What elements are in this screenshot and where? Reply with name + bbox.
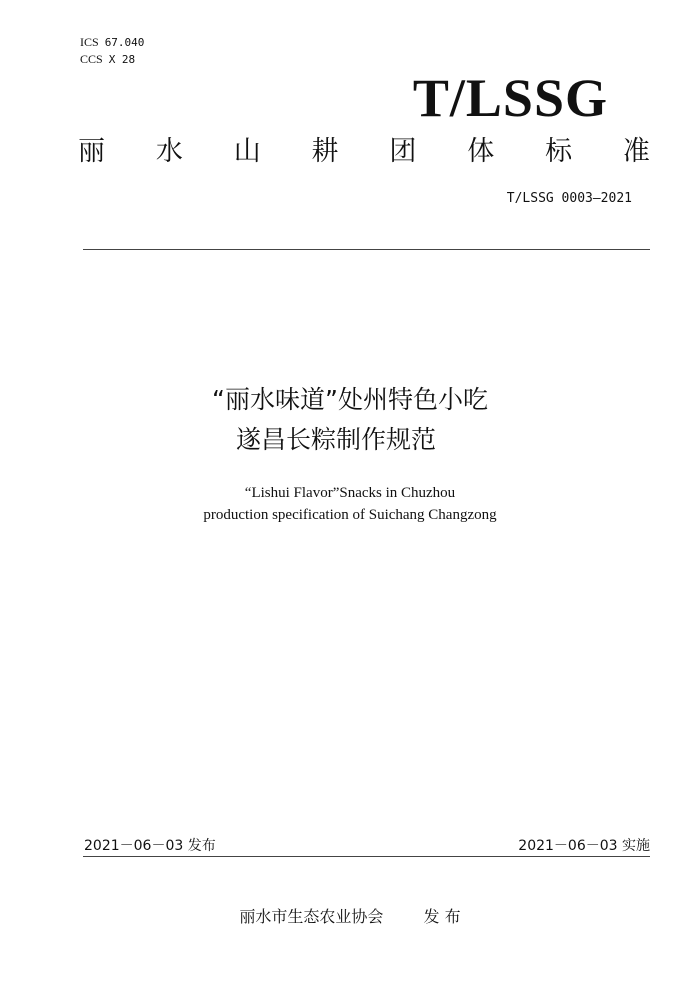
ics-label: ICS: [80, 35, 99, 49]
footer-divider: [83, 856, 650, 857]
title-en-line2: production specification of Suichang Changzong: [203, 507, 497, 523]
publish-date: 2021－06－03 发布: [84, 838, 216, 854]
category-char: 水: [155, 136, 183, 167]
issue-word: 发 布: [423, 907, 461, 926]
title-cn-line1: “丽水味道”处州特色小吃: [212, 385, 488, 414]
header-divider: [83, 249, 650, 250]
ccs-value: X 28: [108, 53, 136, 66]
ics-line: [80, 34, 144, 51]
category-char: 丽: [78, 136, 105, 167]
category-char: 标: [545, 136, 573, 167]
implement-date: 2021－06－03 实施: [518, 838, 650, 854]
issuer-name: 丽水市生态农业协会: [239, 907, 384, 926]
ics-value: 67.040: [104, 36, 145, 49]
category-char: 准: [622, 136, 650, 167]
standard-category: [78, 134, 650, 170]
standard-code-logo: T/LSSG: [412, 68, 608, 128]
ccs-label: CCS: [80, 52, 103, 66]
category-char: 团: [389, 136, 417, 167]
classification-codes: [80, 34, 144, 68]
title-cn-line2: 遂昌长粽制作规范: [235, 425, 436, 454]
category-char: 耕: [311, 136, 339, 167]
issuer-line: [0, 904, 700, 927]
title-en-line1: “Lishui Flavor”Snacks in Chuzhou: [244, 485, 456, 501]
category-char: 山: [233, 136, 261, 167]
category-char: 体: [467, 136, 495, 167]
ccs-line: [80, 51, 144, 68]
standard-number: T/LSSG 0003—2021: [506, 191, 632, 206]
